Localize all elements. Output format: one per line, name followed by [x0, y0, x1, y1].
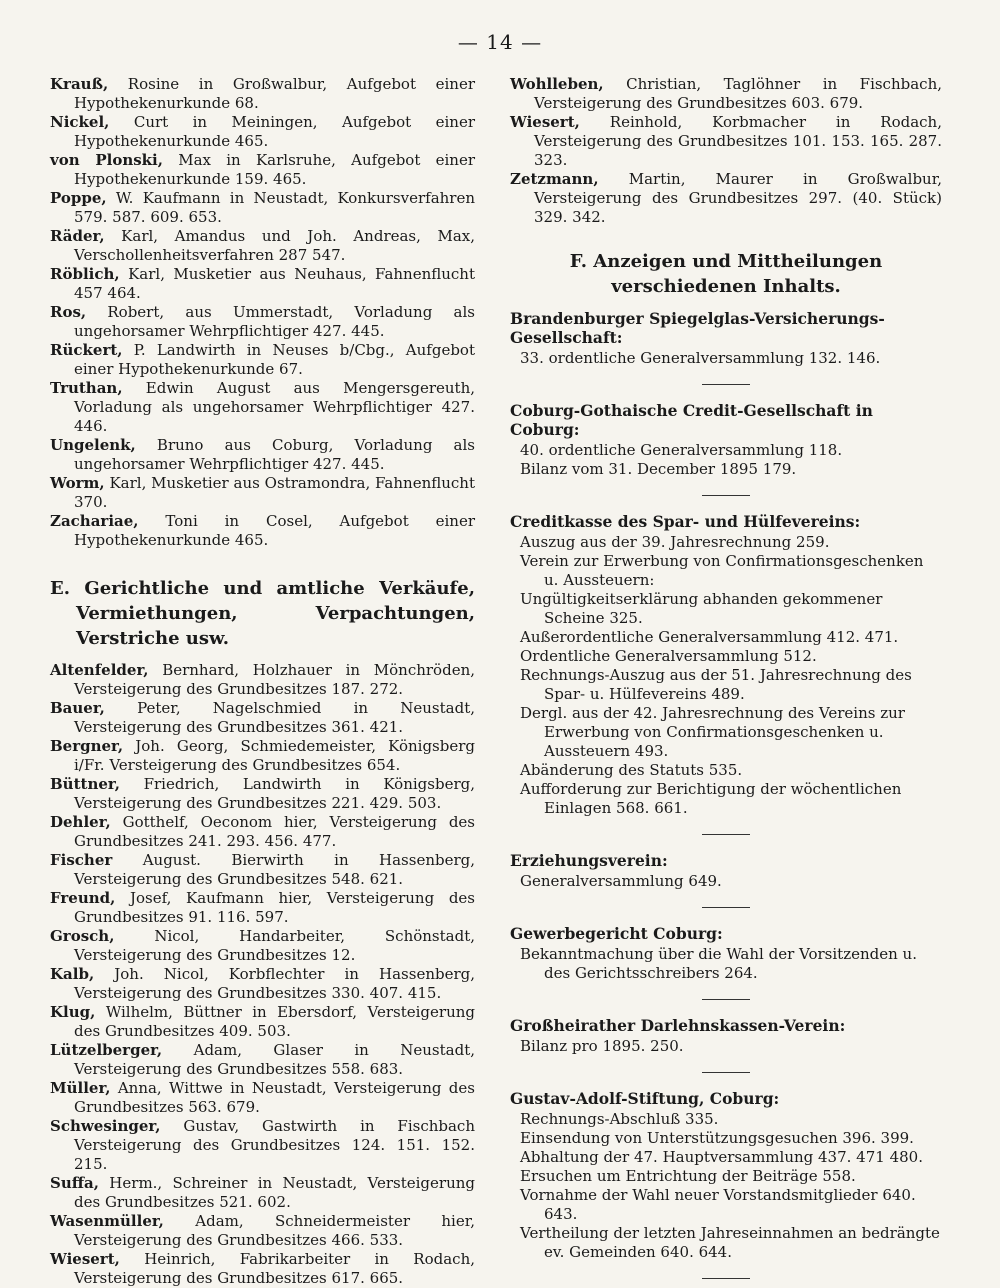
entry-text: Josef, Kaufmann hier, Versteigerung des Grundbesitzes 91. 116. 597.	[74, 889, 475, 926]
organization-item: Abänderung des Statuts 535.	[520, 761, 743, 779]
entry-name: Poppe,	[50, 189, 107, 207]
organization-name: Gewerbegericht Coburg:	[510, 924, 723, 943]
entry-text: Heinrich, Fabrikarbeiter in Rodach, Versteigerung des Grundbesitzes 617. 665.	[74, 1250, 475, 1287]
index-entry	[50, 1041, 475, 1079]
entry-text: Herm., Schreiner in Neustadt, Versteigerung des Grundbesitzes 521. 602.	[74, 1174, 475, 1211]
entry-text: Toni in Cosel, Aufgebot einer Hypothekenurkunde 465.	[74, 512, 475, 549]
index-entry	[50, 341, 475, 379]
entry-name: Worm,	[50, 474, 105, 492]
organization-item: Vertheilung der letzten Jahreseinnahmen an bedrängte ev. Gemeinden 640. 644.	[520, 1224, 940, 1261]
index-entry	[50, 303, 475, 341]
entry-name: Räder,	[50, 227, 105, 245]
entry-text: Anna, Wittwe in Neustadt, Versteigerung des Grundbesitzes 563. 679.	[74, 1079, 475, 1116]
entry-name: Zetzmann,	[510, 170, 599, 188]
entry-text: Adam, Glaser in Neustadt, Versteigerung des Grundbesitzes 558. 683.	[74, 1041, 475, 1078]
organization-item: Bilanz vom 31. December 1895 179.	[520, 460, 797, 478]
entry-text: Bernhard, Holzhauer in Mönchröden, Versteigerung des Grundbesitzes 187. 272.	[74, 661, 475, 698]
entry-text: Max in Karlsruhe, Aufgebot einer Hypothekenurkunde 159. 465.	[74, 151, 475, 188]
entry-text: Martin, Maurer in Großwalbur, Versteigerung des Grundbesitzes 297. (40. Stück) 329. 342.	[534, 170, 942, 226]
index-entry	[510, 75, 942, 113]
organization-name: Creditkasse des Spar- und Hülfevereins:	[510, 512, 861, 531]
entry-name: Altenfelder,	[50, 661, 149, 679]
entry-text: W. Kaufmann in Neustadt, Konkursverfahren 579. 587. 609. 653.	[74, 189, 475, 226]
entry-name: Kalb,	[50, 965, 95, 983]
entry-text: Edwin August aus Mengersgereuth, Vorladung als ungehorsamer Wehrpflichtiger 427. 446.	[74, 379, 475, 435]
organization-name: Großheirather Darlehnskassen-Verein:	[510, 1016, 846, 1035]
entry-name: Grosch,	[50, 927, 115, 945]
entry-name: Müller,	[50, 1079, 111, 1097]
index-entry	[50, 75, 475, 113]
entry-name: Lützelberger,	[50, 1041, 163, 1059]
entry-text: Reinhold, Korbmacher in Rodach, Versteigerung des Grundbesitzes 101. 153. 165. 287. 323.	[534, 113, 942, 169]
entry-name: Rückert,	[50, 341, 123, 359]
entry-name: Büttner,	[50, 775, 120, 793]
organization-item: Rechnungs-Auszug aus der 51. Jahresrechnung des Spar- u. Hülfevereins 489.	[520, 666, 912, 703]
index-entry	[50, 379, 475, 436]
index-entry	[50, 512, 475, 550]
index-entry	[50, 227, 475, 265]
organization-name: Gustav-Adolf-Stiftung, Coburg:	[510, 1089, 780, 1108]
separator-rule	[702, 834, 750, 835]
index-entry	[50, 474, 475, 512]
index-entry	[50, 113, 475, 151]
organization-item: Einsendung von Unterstützungsgesuchen 396. 399.	[520, 1129, 914, 1147]
entry-name: Krauß,	[50, 75, 109, 93]
index-entry	[50, 927, 475, 965]
organization-name: Coburg-Gothaische Credit-Gesellschaft in Coburg:	[510, 401, 873, 439]
entry-name: Wasenmüller,	[50, 1212, 164, 1230]
index-entry	[50, 436, 475, 474]
organization-name: Brandenburger Spiegelglas-Versicherungs-Gesellschaft:	[510, 309, 885, 347]
index-entry	[50, 1117, 475, 1174]
organization-item: Generalversammlung 649.	[520, 872, 722, 890]
entry-name: Bergner,	[50, 737, 124, 755]
organization-item: Aufforderung zur Berichtigung der wöchentlichen Einlagen 568. 661.	[520, 780, 902, 817]
section-e-entries	[50, 661, 475, 1288]
entry-name: Schwesinger,	[50, 1117, 161, 1135]
section-e-entries-continued	[510, 75, 942, 227]
entry-name: Wiesert,	[50, 1250, 120, 1268]
page-number: — 14 —	[457, 30, 543, 54]
index-entry	[50, 661, 475, 699]
organization-item: Ordentliche Generalversammlung 512.	[520, 647, 817, 665]
entry-name: Truthan,	[50, 379, 123, 397]
index-entry	[50, 265, 475, 303]
section-f-heading: F. Anzeigen und Mittheilungen verschiedenen Inhalts.	[569, 251, 883, 297]
entry-name: Fischer	[50, 851, 113, 869]
entry-text: Karl, Musketier aus Ostramondra, Fahnenflucht 370.	[74, 474, 475, 511]
entry-name: Ungelenk,	[50, 436, 136, 454]
entry-text: August. Bierwirth in Hassenberg, Versteigerung des Grundbesitzes 548. 621.	[74, 851, 475, 888]
organization-name: Erziehungsverein:	[510, 851, 668, 870]
entry-text: Robert, aus Ummerstadt, Vorladung als ungehorsamer Wehrpflichtiger 427. 445.	[74, 303, 475, 340]
organization-item: Bilanz pro 1895. 250.	[520, 1037, 684, 1055]
separator-rule	[702, 1278, 750, 1279]
organization-item: Ungültigkeitserklärung abhanden gekommener Scheine 325.	[520, 590, 883, 627]
section-e-heading: E. Gerichtliche und amtliche Verkäufe, Vermiethungen, Verpachtungen, Verstriche usw.	[50, 578, 475, 649]
index-entry	[510, 170, 942, 227]
index-entry	[510, 113, 942, 170]
organization-item: Abhaltung der 47. Hauptversammlung 437. 471 480.	[520, 1148, 923, 1166]
entry-text: Joh. Georg, Schmiedemeister, Königsberg i/Fr. Versteigerung des Grundbesitzes 654.	[74, 737, 475, 774]
organization-item: Dergl. aus der 42. Jahresrechnung des Vereins zur Erwerbung von Confirmationsgeschenken u. Aussteuern 493.	[520, 704, 905, 760]
organization-item: Außerordentliche Generalversammlung 412. 471.	[520, 628, 899, 646]
index-entry	[50, 965, 475, 1003]
entry-text: Wilhelm, Büttner in Ebersdorf, Versteigerung des Grundbesitzes 409. 503.	[74, 1003, 475, 1040]
index-entry	[50, 1174, 475, 1212]
entry-name: Dehler,	[50, 813, 111, 831]
entry-name: Röblich,	[50, 265, 120, 283]
separator-rule	[702, 999, 750, 1000]
entry-text: Peter, Nagelschmied in Neustadt, Versteigerung des Grundbesitzes 361. 421.	[74, 699, 475, 736]
index-entry	[50, 189, 475, 227]
entry-name: Klug,	[50, 1003, 96, 1021]
organization-item: Vornahme der Wahl neuer Vorstandsmitglieder 640. 643.	[520, 1186, 916, 1223]
organization-item: Bekanntmachung über die Wahl der Vorsitzenden u. des Gerichtsschreibers 264.	[520, 945, 917, 982]
entry-name: Freund,	[50, 889, 116, 907]
organization-item: 40. ordentliche Generalversammlung 118.	[520, 441, 843, 459]
left-column	[50, 75, 475, 1288]
entry-name: Nickel,	[50, 113, 110, 131]
index-entry	[50, 775, 475, 813]
organization-item: 33. ordentliche Generalversammlung 132. 146.	[520, 349, 881, 367]
entry-text: Karl, Amandus und Joh. Andreas, Max, Verschollenheitsverfahren 287 547.	[74, 227, 475, 264]
separator-rule	[702, 907, 750, 908]
entry-text: Friedrich, Landwirth in Königsberg, Versteigerung des Grundbesitzes 221. 429. 503.	[74, 775, 475, 812]
entry-text: Gotthelf, Oeconom hier, Versteigerung des Grundbesitzes 241. 293. 456. 477.	[74, 813, 475, 850]
index-entry	[50, 1250, 475, 1288]
entry-text: Joh. Nicol, Korbflechter in Hassenberg, Versteigerung des Grundbesitzes 330. 407. 415.	[74, 965, 475, 1002]
index-entry	[50, 1003, 475, 1041]
entry-name: Bauer,	[50, 699, 105, 717]
entry-text: Gustav, Gastwirth in Fischbach Versteigerung des Grundbesitzes 124. 151. 152. 215.	[74, 1117, 475, 1173]
organization-item: Ersuchen um Entrichtung der Beiträge 558.	[520, 1167, 856, 1185]
index-entry	[50, 737, 475, 775]
section-d-entries	[50, 75, 475, 550]
entry-text: Christian, Taglöhner in Fischbach, Versteigerung des Grundbesitzes 603. 679.	[534, 75, 942, 112]
index-entry	[50, 1212, 475, 1250]
index-entry	[50, 699, 475, 737]
index-entry	[50, 889, 475, 927]
organization-item: Verein zur Erwerbung von Confirmationsgeschenken u. Aussteuern:	[520, 552, 924, 589]
entry-text: Adam, Schneidermeister hier, Versteigerung des Grundbesitzes 466. 533.	[74, 1212, 475, 1249]
entry-name: Wohlleben,	[510, 75, 604, 93]
entry-name: von Plonski,	[50, 151, 163, 169]
organization-item: Auszug aus der 39. Jahresrechnung 259.	[520, 533, 830, 551]
entry-text: Curt in Meiningen, Aufgebot einer Hypothekenurkunde 465.	[74, 113, 475, 150]
index-entry	[50, 813, 475, 851]
index-entry	[50, 851, 475, 889]
separator-rule	[702, 1072, 750, 1073]
organization-item: Rechnungs-Abschluß 335.	[520, 1110, 719, 1128]
separator-rule	[702, 495, 750, 496]
right-column	[510, 75, 942, 1283]
section-f-organizations	[510, 309, 942, 1279]
entry-name: Ros,	[50, 303, 87, 321]
entry-name: Wiesert,	[510, 113, 580, 131]
entry-text: Bruno aus Coburg, Vorladung als ungehorsamer Wehrpflichtiger 427. 445.	[74, 436, 475, 473]
index-entry	[50, 151, 475, 189]
entry-text: Karl, Musketier aus Neuhaus, Fahnenflucht 457 464.	[74, 265, 475, 302]
index-entry	[50, 1079, 475, 1117]
entry-text: Nicol, Handarbeiter, Schönstadt, Versteigerung des Grundbesitzes 12.	[74, 927, 475, 964]
entry-name: Suffa,	[50, 1174, 99, 1192]
entry-text: P. Landwirth in Neuses b/Cbg., Aufgebot einer Hypothekenurkunde 67.	[74, 341, 475, 378]
entry-name: Zachariae,	[50, 512, 139, 530]
separator-rule	[702, 384, 750, 385]
entry-text: Rosine in Großwalbur, Aufgebot einer Hypothekenurkunde 68.	[74, 75, 475, 112]
